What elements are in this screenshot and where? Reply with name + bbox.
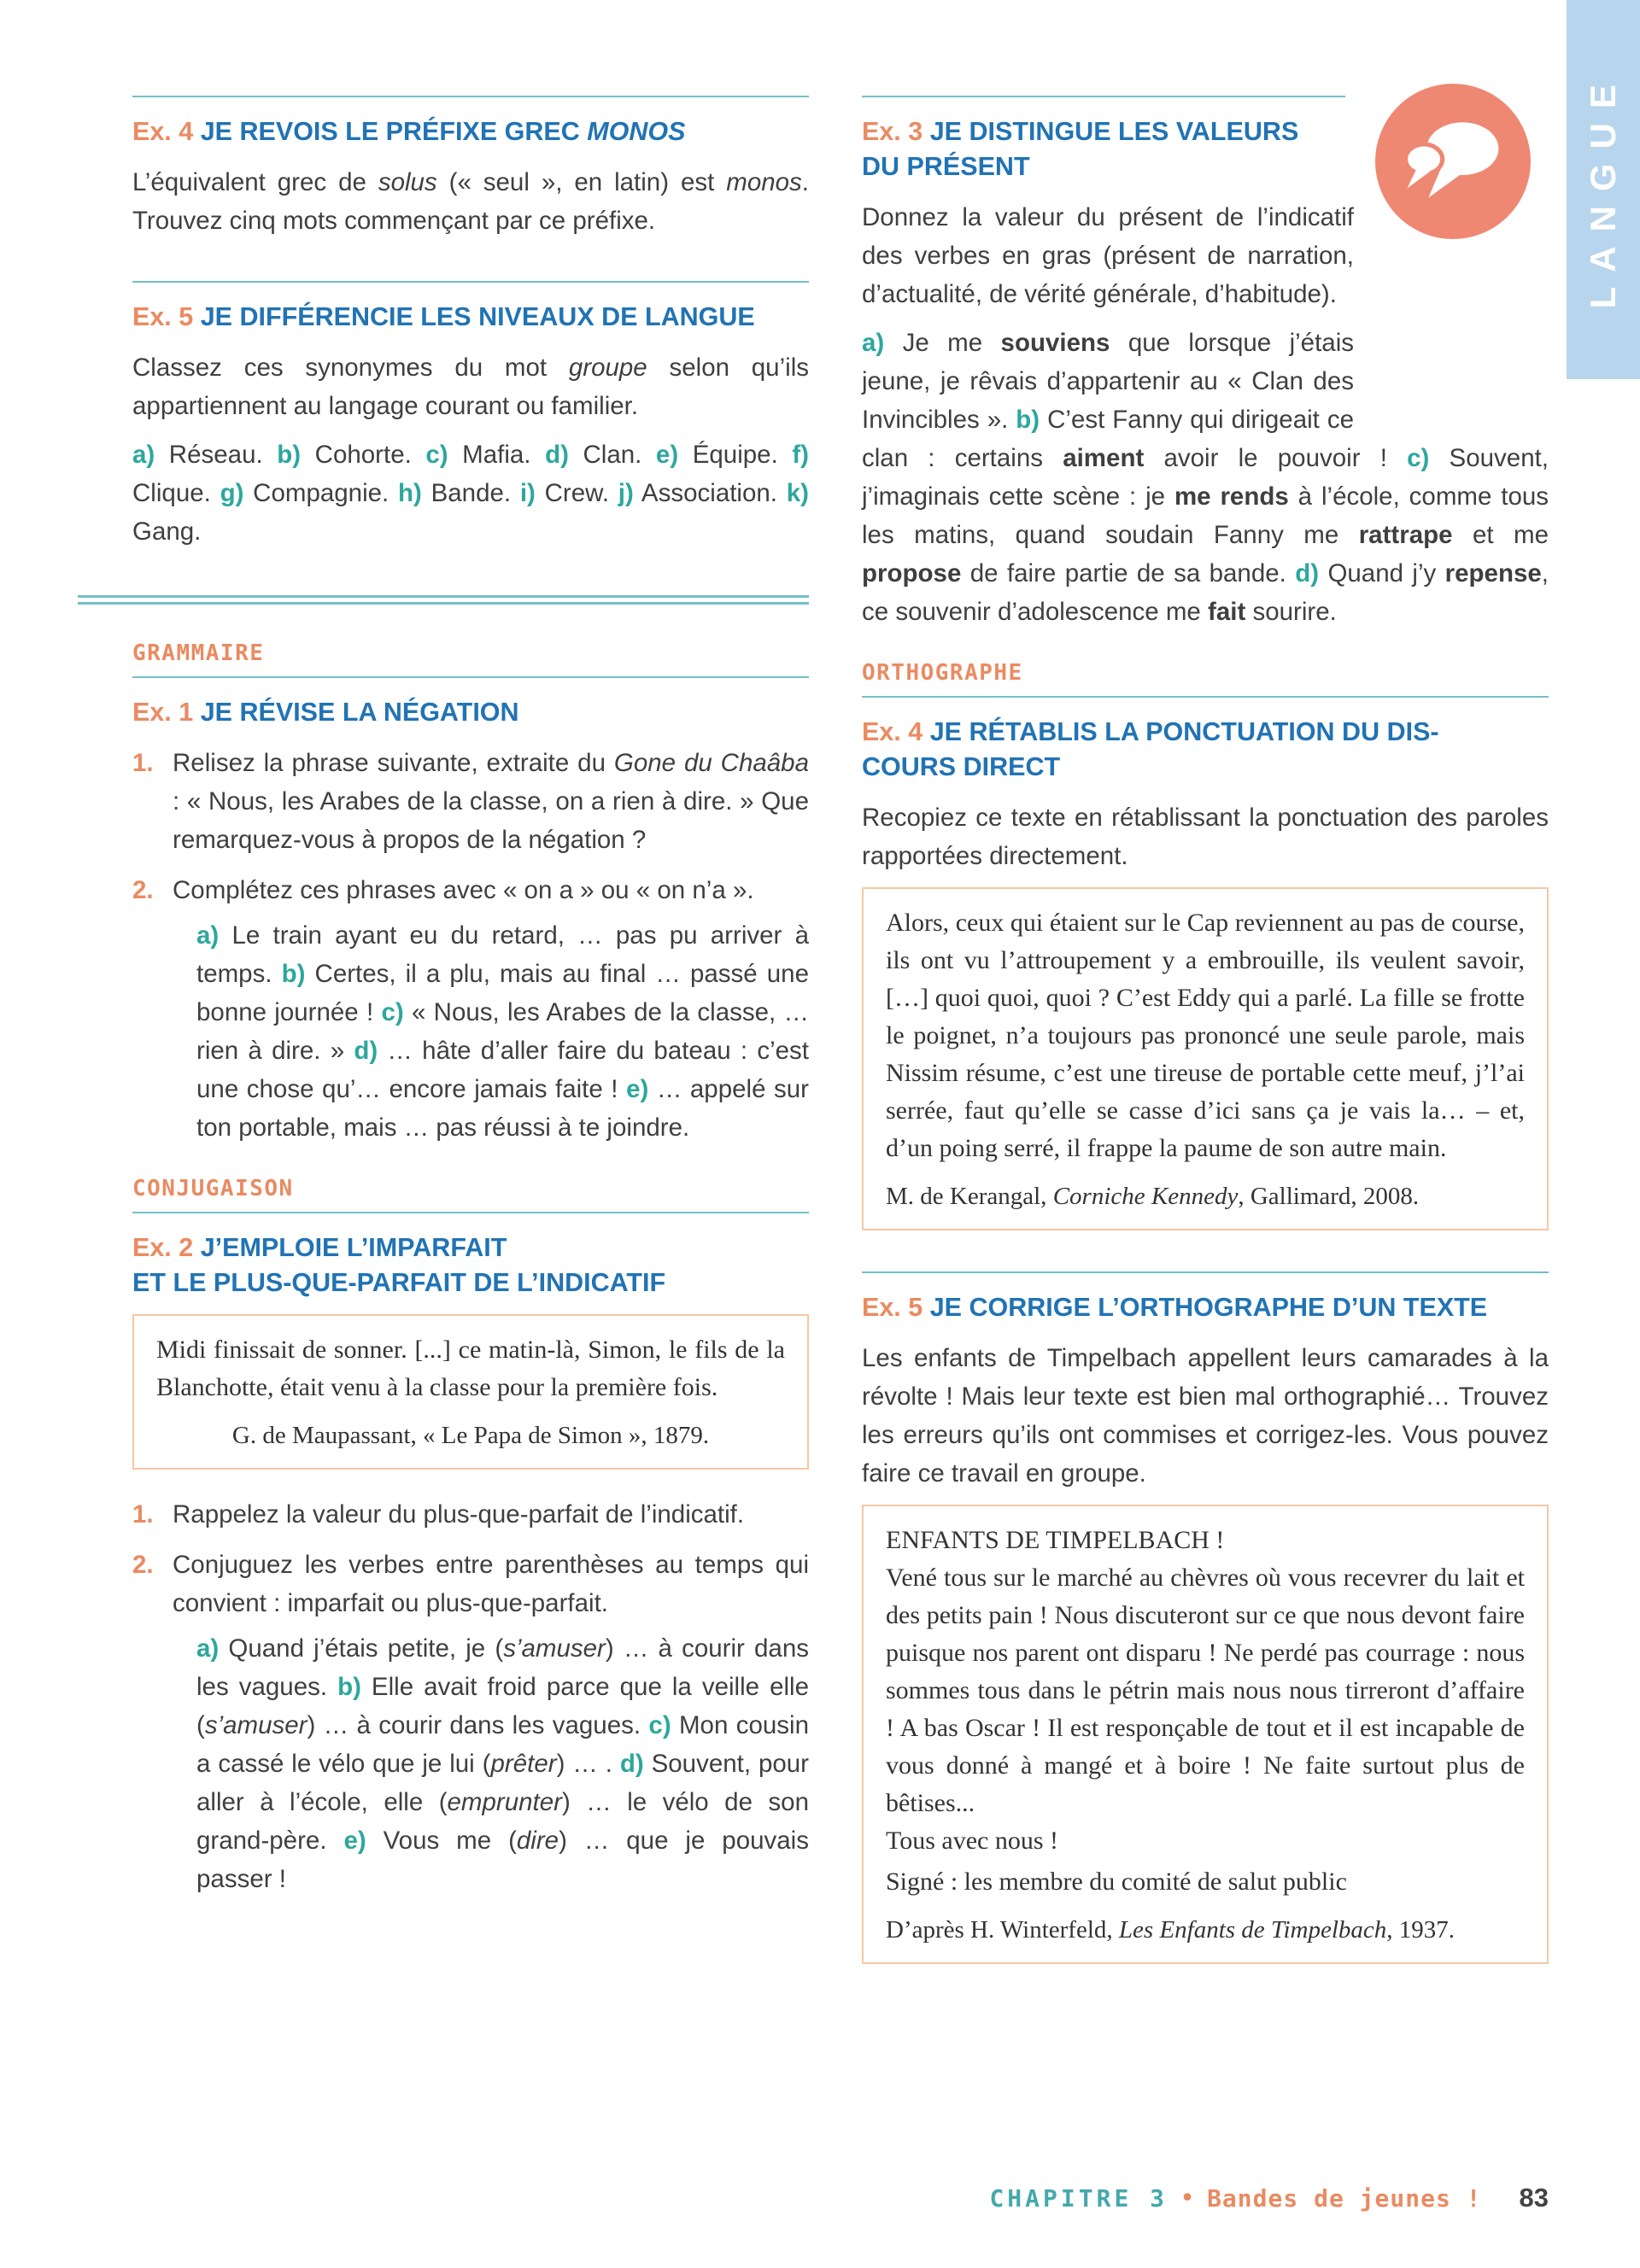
divider bbox=[862, 696, 1549, 698]
quote-text: Midi finissait de sonner. [...] ce matin-là, Simon, le fils de la Blanchotte, était venu à la classe pour la première fois. bbox=[156, 1336, 785, 1401]
quote-box-kerangal bbox=[862, 887, 1549, 1230]
page-number: 83 bbox=[1519, 2183, 1549, 2212]
exercise-number: Ex. 5 bbox=[862, 1293, 923, 1322]
exercise-number: Ex. 4 bbox=[132, 117, 194, 146]
exercise-title-ex1-negation bbox=[132, 695, 809, 730]
item-text: Relisez la phrase suivante, extraite du Gone du Chaâba : « Nous, les Arabes de la classe, on a rien à dire. » Que remarquez-vous à propos de la négation ? bbox=[173, 749, 809, 854]
quote-text: Alors, ceux qui étaient sur le Cap reviennent au pas de course, ils ont vu l’attroupement y a embrouille, ils veulent savoir, […] quoi quoi, quoi ? C’est Eddy qui a parlé. La fille se frotte le poignet, n’a toujours pas prononcé une seule parole, mais Nissim résume, c’est une tireuse de portable cette meuf, j’l’ai serrée, faut qu’elle se casse d’ici sans ça je vais la… – et, d’un poing serré, il frappe la paume de son autre main. bbox=[886, 909, 1525, 1162]
divider bbox=[862, 96, 1345, 97]
exercise-title-text: J’EMPLOIE L’IMPARFAIT ET LE PLUS-QUE-PARFAIT DE L’INDICATIF bbox=[132, 1233, 666, 1297]
signed-line: Signé : les membre du comité de salut public bbox=[886, 1868, 1347, 1896]
exercise-title-text: JE REVOIS LE PRÉFIXE GREC MONOS bbox=[200, 117, 686, 146]
sub-questions: a) Quand j’étais petite, je (s’amuser) … à courir dans les vagues. b) Elle avait froid parce que la veille elle (s’amuser) … à courir dans les vagues. c) Mon cousin a cassé le vélo que je lui (prêter) … . d) Souvent, pour aller à l’école, elle (emprunter) … le vélo de son grand-père. e) Vous me (dire) … que je pouvais passer ! bbox=[196, 1634, 810, 1893]
synonym-list: a) Réseau. b) Cohorte. c) Mafia. d) Clan. e) Équipe. f) Clique. g) Compagnie. h) Bande. i) Crew. j) Association. k) Gang. bbox=[132, 441, 809, 546]
divider bbox=[132, 281, 809, 283]
exercise-title-text: JE DISTINGUE LES VALEURS DU PRÉSENT bbox=[862, 117, 1299, 181]
exercise-body: Donnez la valeur du présent de l’indicatif des verbes en gras (présent de narration, d’actualité, de vérité générale, d’habitude). bbox=[862, 203, 1354, 308]
exercise-body: Classez ces synonymes du mot groupe selon qu’ils appartiennent au langage courant ou familier. bbox=[132, 354, 810, 420]
numbered-item bbox=[132, 871, 809, 1147]
item-text: Complétez ces phrases avec « on a » ou « on n’a ». bbox=[173, 876, 754, 904]
item-number: 1. bbox=[132, 1500, 154, 1529]
column-right bbox=[862, 96, 1549, 1990]
page-footer bbox=[989, 2183, 1549, 2213]
exercise-body: Recopiez ce texte en rétablissant la ponctuation des paroles rapportées directement. bbox=[862, 804, 1549, 870]
quote-attribution: G. de Maupassant, « Le Papa de Simon », 1879. bbox=[231, 1422, 710, 1449]
exercise-body: Les enfants de Timpelbach appellent leurs camarades à la révolte ! Mais leur texte est bien mal orthographié… Trouvez les erreurs qu’ils ont commises et corrigez-les. Vous pouvez faire ce travail en groupe. bbox=[862, 1344, 1549, 1488]
quote-text: Vené tous sur le marché au chèvres où vous recevrer du lait et des petits pain ! Nous discuteront sur ce que nous devont faire puisque nos parent ont disparu ! Ne perdé pas courrage : nous sommes tous dans le pétrin mais nous nous tirreront d’affaire ! A bas Oscar ! Il est responçable de tout et il est incapable de vous donné à mangé et à boire ! Ne faite surtout plus de bêtises... bbox=[886, 1564, 1525, 1817]
quote-box-timpelbach bbox=[862, 1505, 1549, 1964]
exercise-number: Ex. 5 bbox=[132, 302, 194, 331]
section-divider bbox=[78, 595, 809, 605]
exercise-title-ex5-niveaux bbox=[132, 300, 809, 335]
quote-attribution: D’après H. Winterfeld, Les Enfants de Timpelbach, 1937. bbox=[886, 1916, 1456, 1944]
chapter-label: CHAPITRE 3 bbox=[989, 2184, 1168, 2212]
section-header-grammaire: GRAMMAIRE bbox=[132, 640, 265, 666]
divider bbox=[132, 676, 809, 678]
section-header-orthographe: ORTHOGRAPHE bbox=[862, 660, 1023, 686]
exercise-title-ex5-orthographe bbox=[862, 1290, 1549, 1325]
quote-box-maupassant bbox=[132, 1314, 809, 1470]
item-text: Rappelez la valeur du plus-que-parfait de l’indicatif. bbox=[173, 1500, 745, 1529]
item-number: 2. bbox=[132, 1551, 154, 1579]
exercise-title-ex2-imparfait bbox=[132, 1230, 809, 1301]
quote-attribution: M. de Kerangal, Corniche Kennedy, Gallimard, 2008. bbox=[886, 1183, 1420, 1210]
exercise-number: Ex. 2 bbox=[132, 1233, 194, 1262]
section-header-conjugaison: CONJUGAISON bbox=[132, 1176, 294, 1201]
chapter-title: Bandes de jeunes ! bbox=[1207, 2184, 1482, 2212]
item-number: 1. bbox=[132, 749, 154, 777]
exercise-body: L’équivalent grec de solus (« seul », en latin) est monos. Trouvez cinq mots commençant par ce préfixe. bbox=[132, 168, 809, 235]
exercise-title-ex4-ponctuation bbox=[862, 715, 1549, 785]
speech-bubbles-glyph bbox=[1396, 114, 1510, 210]
exercise-title-text: JE CORRIGE L’ORTHOGRAPHE D’UN TEXTE bbox=[929, 1293, 1488, 1322]
numbered-item bbox=[132, 1495, 809, 1534]
exercise-title-ex4-prefixe bbox=[132, 114, 809, 149]
tab-label: LANGUE bbox=[1583, 70, 1623, 309]
column-left bbox=[132, 96, 809, 1990]
exercise-questions: a) Je me souviens que lorsque j’étais jeune, je rêvais d’appartenir au « Clan des Invincibles ». b) C’est Fanny qui dirigeait ce clan : certains aiment avoir le pouvoir ! c) Souvent, j’imaginais cette scène : je me rends à l’école, comme tous les matins, quand soudain Fanny me rattrape et me propose de faire partie de sa bande. d) Quand j’y repense, ce souvenir d’adolescence me fait sourire. bbox=[862, 329, 1549, 626]
exercise-title-text: JE RÉVISE LA NÉGATION bbox=[200, 698, 519, 727]
exercise-number: Ex. 3 bbox=[862, 117, 923, 146]
numbered-item bbox=[132, 744, 809, 859]
exercise-number: Ex. 1 bbox=[132, 698, 194, 727]
speech-bubbles-icon bbox=[1367, 75, 1539, 248]
langue-side-tab bbox=[1567, 0, 1640, 379]
divider bbox=[862, 1271, 1549, 1273]
numbered-item bbox=[132, 1546, 809, 1898]
quote-closing: Tous avec nous ! bbox=[886, 1827, 1059, 1855]
exercise-number: Ex. 4 bbox=[862, 717, 923, 746]
sub-questions: a) Le train ayant eu du retard, … pas pu arriver à temps. b) Certes, il a plu, mais au final … passé une bonne journée ! c) « Nous, les Arabes de la classe, … rien à dire. » d) … hâte d’aller faire du bateau : c’est une chose qu’… encore jamais faite ! e) … appelé sur ton portable, mais … pas réussi à te joindre. bbox=[196, 921, 810, 1142]
item-text: Conjuguez les verbes entre parenthèses au temps qui convient : imparfait ou plus-que-parfait. bbox=[173, 1551, 809, 1617]
exercise-title-text: JE RÉTABLIS LA PONCTUATION DU DIS- COURS DIRECT bbox=[862, 717, 1439, 781]
exercise-title-text: JE DIFFÉRENCIE LES NIVEAUX DE LANGUE bbox=[200, 302, 755, 331]
quote-heading: ENFANTS DE TIMPELBACH ! bbox=[886, 1526, 1225, 1554]
item-number: 2. bbox=[132, 876, 154, 904]
divider bbox=[132, 96, 809, 97]
divider bbox=[132, 1212, 809, 1213]
chapter-separator: • bbox=[1180, 2183, 1196, 2213]
